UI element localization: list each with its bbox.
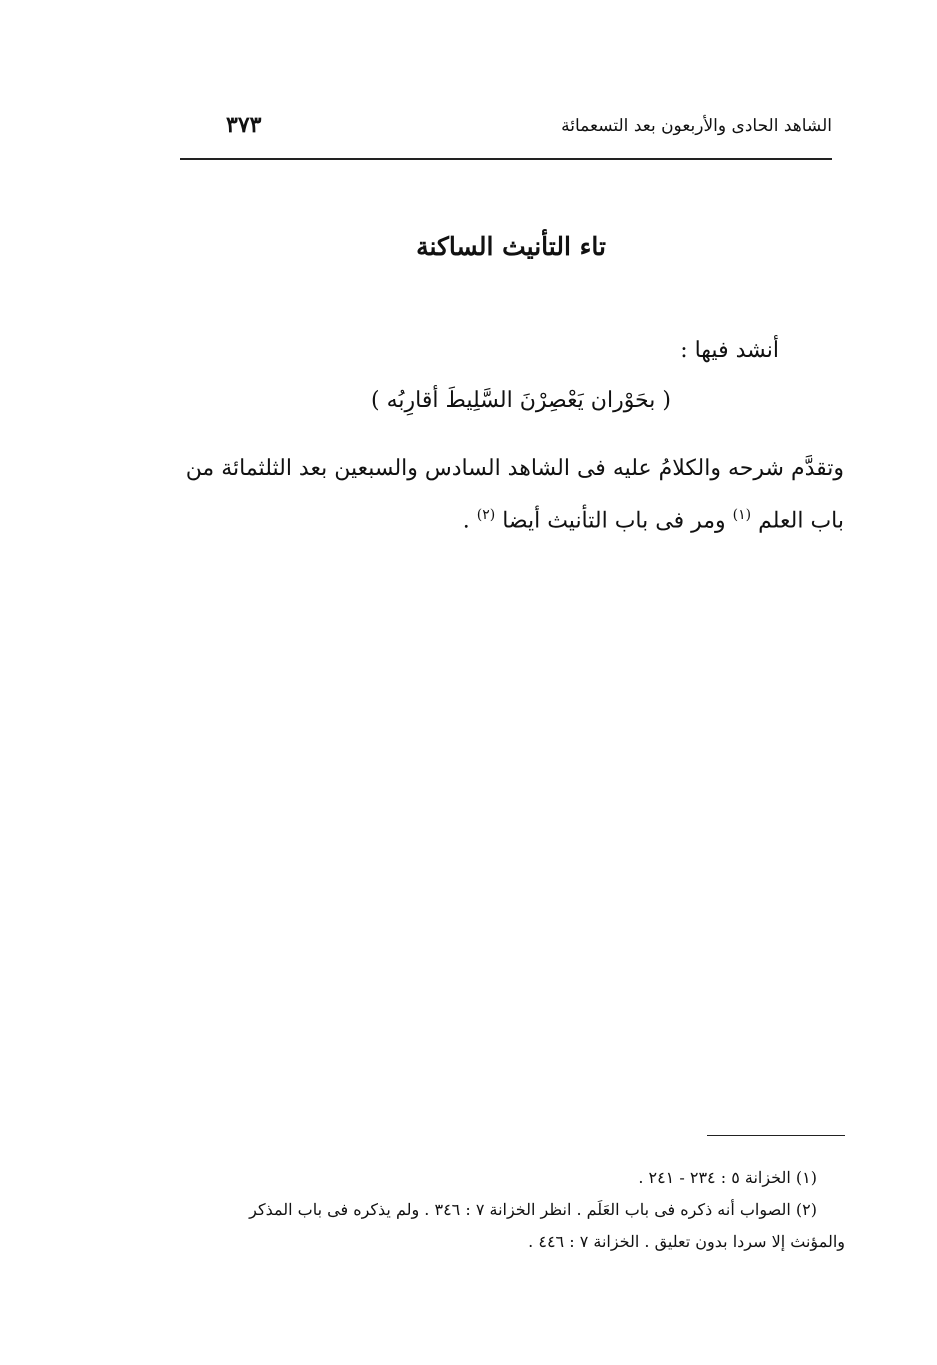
body-line-2	[198, 492, 844, 544]
header-rule	[180, 158, 832, 160]
body-line-2-end: .	[462, 508, 470, 534]
footnote-1: (١) الخزانة ٥ : ٢٣٤ - ٢٤١ .	[638, 1168, 817, 1187]
verse-intro: أنشد فيها :	[680, 338, 779, 363]
running-header-title: الشاهد الحادى والأربعون بعد التسعمائة	[561, 116, 832, 136]
body-line-1: وتقدَّم شرحه والكلامُ عليه فى الشاهد السادس والسبعين بعد الثلثمائة من	[185, 456, 844, 481]
body-line-2-part-1: باب العلم	[758, 508, 844, 534]
footnote-ref-2[interactable]: (٢)	[476, 507, 496, 523]
poetry-verse: ( بحَوْران يَعْصِرْنَ السَّلِيطَ أقارِبُه )	[371, 388, 671, 413]
footnote-2-line-2: والمؤنث إلا سردا بدون تعليق . الخزانة ٧ : ٤٤٦ .	[528, 1232, 845, 1251]
footnote-2-line-1: (٢) الصواب أنه ذكره فى باب العَلَم . انظر الخزانة ٧ : ٣٤٦ . ولم يذكره فى باب المذكر	[249, 1200, 817, 1219]
section-heading: تاء التأنيث الساكنة	[416, 232, 606, 261]
footnotes	[180, 1162, 845, 1258]
body-paragraph	[185, 446, 844, 544]
footnote-ref-1[interactable]: (١)	[732, 507, 752, 523]
body-line-2-part-2: ومر فى باب التأنيث أيضا	[502, 508, 726, 534]
footnote-rule	[707, 1135, 845, 1136]
running-header	[180, 112, 832, 148]
page-number: ٣٧٣	[226, 112, 262, 138]
